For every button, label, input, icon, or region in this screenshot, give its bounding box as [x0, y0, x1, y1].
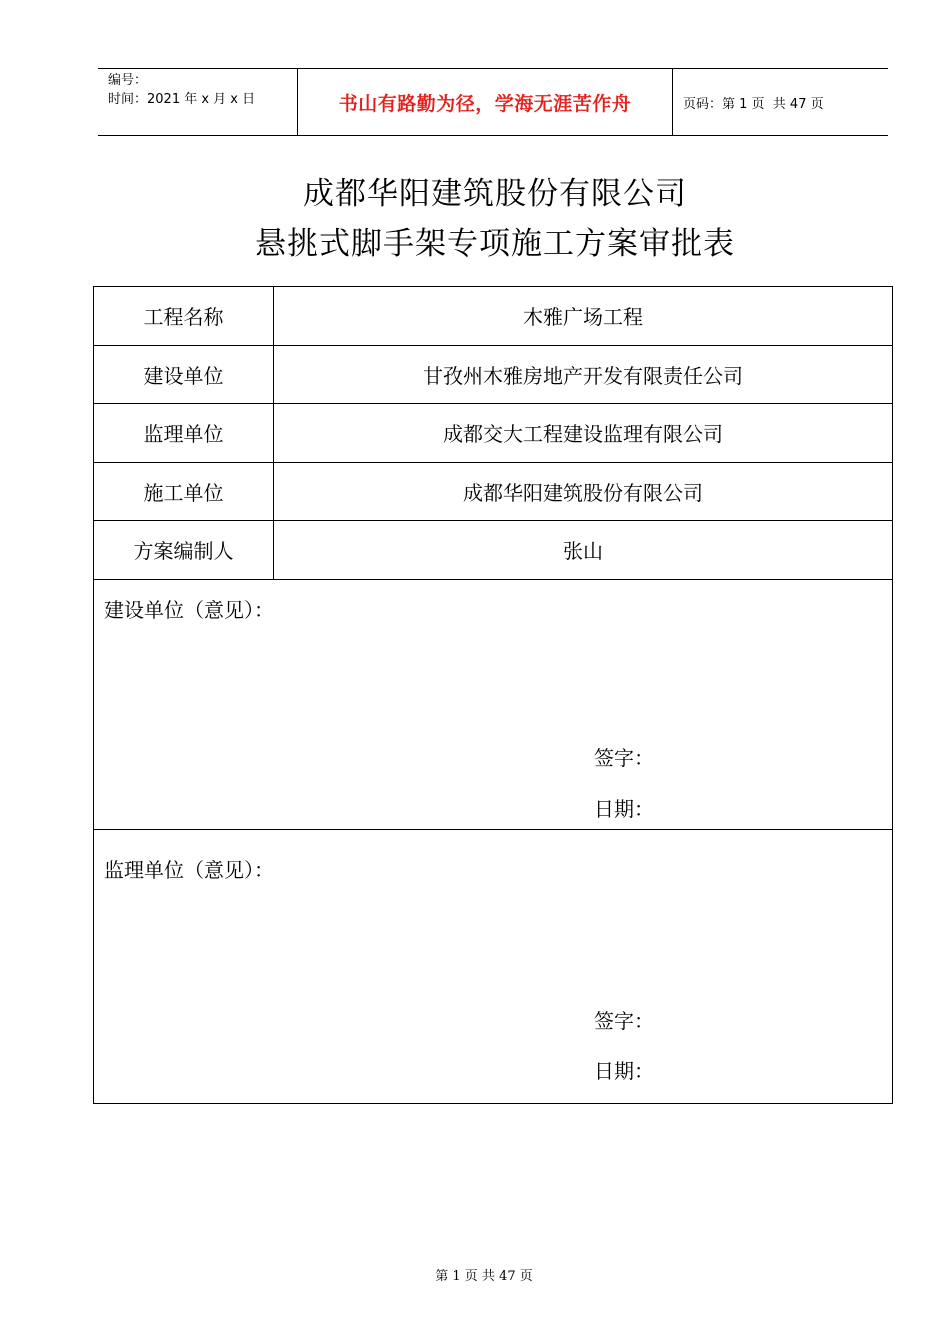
opinion-heading: 建设单位（意见）： — [104, 597, 274, 622]
row-value: 张山 — [563, 539, 603, 564]
approval-form-table — [93, 286, 893, 1104]
row-value: 甘孜州木雅房地产开发有限责任公司 — [423, 363, 743, 388]
date-field-label: 日期： — [594, 1058, 654, 1083]
row-value: 木雅广场工程 — [523, 305, 643, 330]
date-label: 时间：2021 年 x 月 x 日 — [108, 92, 256, 107]
opinion-heading: 监理单位（意见）： — [104, 857, 274, 882]
page-info-text: 页码：第 1 页 共 47 页 — [683, 96, 824, 112]
row-label: 监理单位 — [94, 404, 274, 462]
document-header — [98, 68, 888, 136]
header-page-info — [673, 69, 888, 135]
date-field-label: 日期： — [594, 796, 654, 821]
signature-label: 签字： — [594, 1008, 654, 1033]
row-label: 施工单位 — [94, 463, 274, 521]
table-row-plan-author — [94, 521, 892, 580]
header-meta — [98, 69, 298, 135]
company-title: 成都华阳建筑股份有限公司 — [303, 176, 687, 212]
supervision-unit-opinion-section — [94, 830, 892, 1103]
header-motto: 书山有路勤为径，学海无涯苦作舟 — [298, 69, 673, 135]
row-value: 成都华阳建筑股份有限公司 — [463, 480, 703, 505]
table-row-project-name — [94, 287, 892, 346]
table-row-supervision-unit — [94, 404, 892, 463]
page-footer: 第 1 页 共 47 页 — [435, 1269, 533, 1284]
signature-label: 签字： — [594, 745, 654, 770]
table-row-contractor — [94, 463, 892, 522]
construction-unit-opinion-section — [94, 580, 892, 830]
row-label: 工程名称 — [94, 287, 274, 345]
row-label: 建设单位 — [94, 346, 274, 404]
row-label: 方案编制人 — [94, 521, 274, 579]
row-value: 成都交大工程建设监理有限公司 — [443, 422, 723, 447]
serial-number-label: 编号： — [108, 73, 148, 88]
form-title: 悬挑式脚手架专项施工方案审批表 — [255, 226, 735, 262]
table-row-construction-unit — [94, 346, 892, 405]
